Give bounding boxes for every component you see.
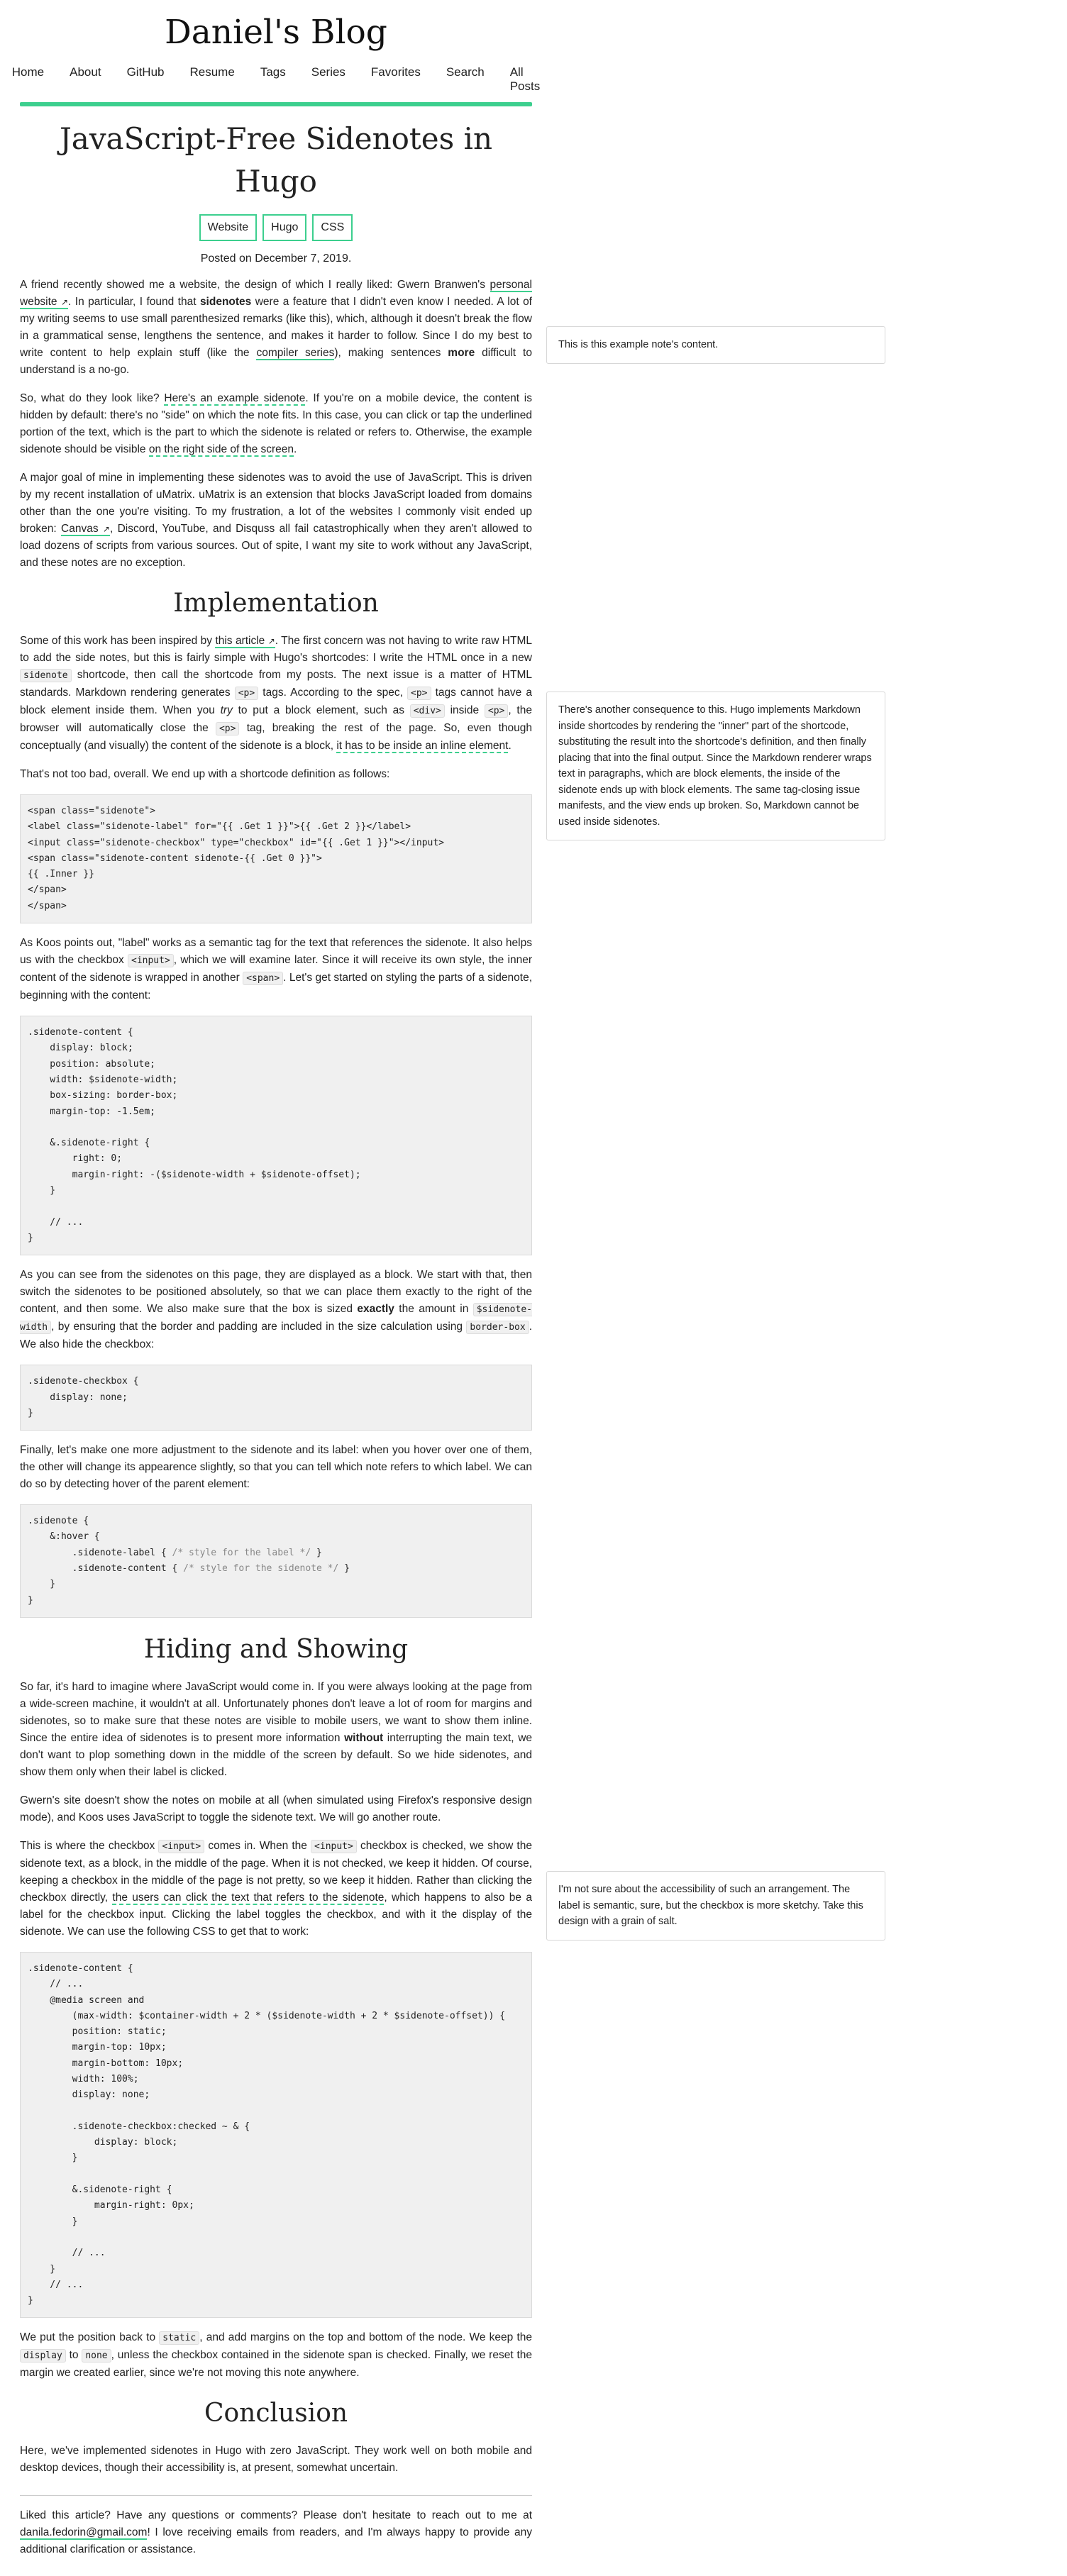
nav-home[interactable]: Home: [11, 65, 45, 79]
text: This is where the checkbox: [20, 1839, 159, 1852]
bold-text: sidenotes: [199, 296, 252, 308]
heading-conclusion: Conclusion: [204, 2399, 348, 2428]
code-comment: /* style for the sidenote */: [183, 1563, 339, 1575]
code-block-shortcode: <span class="sidenote"> <label class="sidenote-label" for="{{ .Get 1 }}">{{ .Get 2 }}</label> <input class="sidenote-checkbox" type="checkbox" id="{{ .Get 1 }}"></input> <span class="sidenote-content sidenote-{{ .Get 0 }}"> {{ .Inner }} </span> </span>: [20, 794, 532, 923]
text: . We also hide the checkbox:: [20, 1321, 532, 1351]
text: checkbox is checked, we show the sidenote text, as a block, in the middle of the page. When it is not checked, we keep it hidden. Of course, keeping a checkbox in the middle of the page is not pretty, so we keep it hidden. Rather than clicking the checkbox directly,: [20, 1839, 532, 1904]
text: , the browser will automatically close the: [20, 704, 532, 734]
sidenote-label-inline-element[interactable]: it has to be inside an inline element: [336, 740, 509, 752]
text: . The first concern was not having to write raw HTML to add the side notes, but this is fairly simple with Hugo's shortcodes: I write the HTML once in a new: [20, 635, 533, 664]
text: , which we will examine later. Since it will receive its own style, the inner content of the sidenote is wrapped in another: [20, 954, 532, 984]
emphasis: try: [220, 704, 233, 716]
inline-code: display: [20, 2349, 66, 2363]
text: interrupting the main text, we don't want to plop something down in the middle of the screen by default. So we hide sidenotes, and show them only when their label is clicked.: [20, 1731, 533, 1778]
bold-text: exactly: [357, 1303, 394, 1316]
text: Some of this work has been inspired by: [20, 635, 216, 647]
inline-code: <p>: [216, 722, 239, 735]
inline-code: <input>: [158, 1840, 204, 1853]
text: . If you're on a mobile device, the content is hidden by default: there's no "side" on which the note fits. In this case, you can click or tap the underlined portion of the text, which is the part to which the sidenote is related or refers to. Otherwise, the example sidenote should be visible: [20, 392, 533, 455]
external-link-icon: ↗: [102, 524, 110, 534]
paragraph-conclusion: Here, we've implemented sidenotes in Hugo with zero JavaScript. They work well on both mobile and desktop devices, though their accessibility is, at present, somewhat uncertain.: [20, 2445, 532, 2475]
code-comment: /* style for the label */: [172, 1547, 311, 1558]
text: .: [294, 443, 297, 455]
code-block-content-style: .sidenote-content { display: block; position: absolute; width: $sidenote-width; box-sizing: border-box; margin-top: -1.5em; &.sidenote-right { right: 0; margin-right: -($sidenote-width + $sidenote-offset); } // ... }: [20, 1016, 532, 1255]
nav-series[interactable]: Series: [311, 65, 345, 79]
nav-favorites[interactable]: Favorites: [370, 65, 421, 79]
text: .: [508, 740, 512, 752]
link-text[interactable]: this article: [215, 635, 265, 647]
post-title: JavaScript-Free Sidenotes in Hugo: [59, 121, 493, 199]
inline-code: <span>: [243, 972, 283, 985]
paragraph-checkbox: [20, 1838, 532, 1941]
paragraph-block: [20, 1267, 532, 1353]
text: So far, it's hard to imagine where JavaScript would come in. If you were always looking at the page from a wide-screen machine, it wouldn't at all. Unfortunately phones don't leave a lot of room for margins and sidenotes, so to make sure that these notes are visible to mobile users, we want to show them inline. Since the entire idea of sidenotes is to present more information: [20, 1680, 532, 1744]
site-nav: [11, 65, 541, 94]
sidenote-label-accessibility[interactable]: the users can click the text that refers to the sidenote: [112, 1891, 385, 1904]
text: As Koos points out, "label" works as a semantic tag for the text that references the sidenote. It also helps us with the checkbox: [20, 937, 532, 967]
inline-code: <p>: [407, 687, 431, 700]
sidenote-label-example[interactable]: Here's an example sidenote: [164, 392, 306, 404]
text: As you can see from the sidenotes on this page, they are displayed as a block. We start with that, then switch the sidenotes to be positioned absolutely, so that we can place them exactly to the right of the content, and then some. We also make sure that the box is sized: [20, 1269, 532, 1316]
text: tag, breaking the rest of the page. So, even though conceptually (and visually) the content of the sidenote is a block,: [20, 722, 532, 752]
paragraph-look: [20, 390, 532, 458]
sidenote-accessibility: I'm not sure about the accessibility of such an arrangement. The label is semantic, sure, but the checkbox is more sketchy. Take this design with a grain of salt.: [546, 1871, 885, 1941]
code-block-checkbox: .sidenote-checkbox { display: none; }: [20, 1365, 532, 1431]
code-block-hover: .sidenote { &:hover { .sidenote-label { /* style for the label */ } .sidenote-content { /* style for the sidenote */ } } }: [20, 1504, 532, 1618]
paragraph-static: [20, 2329, 532, 2382]
link-canvas[interactable]: [61, 523, 110, 536]
paragraph-shortcode: That's not too bad, overall. We end up with a shortcode definition as follows:: [20, 768, 390, 780]
text: to put a block element, such as: [232, 704, 410, 716]
nav-search[interactable]: Search: [446, 65, 485, 79]
link-text[interactable]: personal website: [20, 279, 532, 308]
nav-resume[interactable]: Resume: [189, 65, 235, 79]
link-compiler-series[interactable]: compiler series: [256, 347, 335, 359]
paragraph-gwern: Gwern's site doesn't show the notes on mobile at all (when simulated using Firefox's responsive design mode), and Koos uses JavaScript to toggle the sidenote text. We will go another route.: [20, 1794, 532, 1823]
nav-all-posts[interactable]: All Posts: [509, 65, 541, 93]
paragraph-javascript: [20, 1679, 532, 1781]
text: A friend recently showed me a website, the design of which I really liked: Gwern Branwen's: [20, 279, 490, 291]
code-block-media-query: .sidenote-content { // ... @media screen and (max-width: $container-width + 2 * ($sidenote-width + 2 * $sidenote-offset)) { position: static; margin-top: 10px; margin-bottom: 10px; width: 100%; display: none; .sidenote-checkbox:checked ~ & { display: block; } &.sidenote-right { margin-right: 0px; } // ... } // ... }: [20, 1952, 532, 2319]
text: , Discord, YouTube, and Disquss all fail catastrophically when they aren't allowed to load dozens of scripts from various sources. Out of spite, I want my site to work without any JavaScript, and these notes are no exception.: [20, 523, 532, 569]
text: to: [65, 2349, 82, 2362]
inline-code: <p>: [235, 687, 258, 700]
text: , unless the checkbox contained in the sidenote span is checked. Finally, we reset the margin we created earlier, since we're not moving this note anywhere.: [20, 2349, 532, 2380]
text: Liked this article? Have any questions or comments? Please don't hesitate to reach out to me at: [20, 2509, 532, 2522]
text: , which happens to also be a label for the checkbox input. Clicking the label toggles the checkbox, and with it the display of the sidenote. We can use the following CSS to get that to work:: [20, 1891, 532, 1938]
text: ! I love receiving emails from readers, and I'm always happy to provide any additional clarification or assistance.: [20, 2526, 532, 2556]
sidenote-markdown: There's another consequence to this. Hugo implements Markdown inside shortcodes by rendering the "inner" part of the shortcode, substituting the result into the shortcode's definition, and then finally placing that into the final output. Since the Markdown renderer wraps text in paragraphs, which are block elements, the inside of the sidenote ends up with block elements. The same tag-closing issue manifests, and the view ends up broken. So, Markdown cannot be used inside sidenotes.: [546, 692, 885, 840]
inline-code: static: [159, 2331, 199, 2345]
text: comes in. When the: [204, 1839, 311, 1852]
post-tags: [20, 214, 532, 241]
sidenote-example: This is this example note's content.: [546, 326, 885, 364]
external-link-icon: ↗: [267, 636, 275, 646]
text: shortcode, then call the shortcode from my posts. The next issue is a matter of HTML standards. Markdown rendering generates: [20, 669, 532, 699]
post-date: Posted on December 7, 2019.: [200, 252, 352, 265]
inline-code: $sidenote-width: [20, 1304, 532, 1333]
inline-code: <div>: [410, 704, 445, 718]
inline-code: <input>: [311, 1840, 357, 1853]
nav-github[interactable]: GitHub: [126, 65, 165, 79]
bold-text: without: [344, 1731, 384, 1744]
text: We put the position back to: [20, 2331, 160, 2344]
inline-code: border-box: [466, 1321, 529, 1334]
text: difficult to understand is a no-go.: [20, 347, 532, 376]
inline-code: <input>: [128, 954, 174, 967]
footer-divider: [20, 2495, 532, 2496]
text: ), making sentences: [334, 347, 448, 359]
paragraph-contact: [20, 2507, 532, 2558]
text: . In particular, I found that: [68, 296, 200, 308]
text: A major goal of mine in implementing these sidenotes was to avoid the use of JavaScript. This is driven by my recent installation of uMatrix. uMatrix is an extension that blocks JavaScript loaded from domains other than the one you're visiting. To my frustration, a lot of the websites I commonly visit ended up broken:: [20, 472, 532, 535]
text: , and add margins on the top and bottom of the node. We keep the: [199, 2331, 532, 2344]
header-divider: [20, 102, 532, 106]
tag-css[interactable]: CSS: [312, 214, 353, 241]
link-this-article[interactable]: [215, 635, 275, 648]
external-link-icon: ↗: [60, 297, 69, 307]
main-column: [11, 0, 541, 2558]
tag-hugo[interactable]: Hugo: [262, 214, 306, 241]
paragraph-goal: [20, 470, 532, 572]
bold-text: more: [448, 347, 475, 359]
paragraph-label: [20, 935, 532, 1004]
text: were a feature that I didn't even know I needed. A lot of my writing seems to use small parenthesized remarks (like this), which, although it doesn't break the flow in a grammatical sense, lengthens the sentence, and makes it harder to follow. Since I do my best to write content to help explain stuff (like the: [20, 296, 532, 359]
inline-code: none: [82, 2349, 111, 2363]
text: tags cannot have a block element inside them. When you: [20, 687, 532, 716]
text: . Let's get started on styling the parts of a sidenote, beginning with the content:: [20, 972, 533, 1002]
heading-implementation: Implementation: [173, 589, 379, 618]
email-link[interactable]: danila.fedorin@gmail.com: [20, 2526, 148, 2539]
link-text[interactable]: Canvas: [61, 523, 99, 535]
site-title[interactable]: Daniel's Blog: [165, 13, 387, 52]
nav-tags[interactable]: Tags: [260, 65, 286, 79]
inline-code: sidenote: [20, 669, 72, 682]
nav-about[interactable]: About: [70, 65, 101, 79]
inline-code: <p>: [485, 704, 508, 718]
sidenote-label-right-side[interactable]: on the right side of the screen: [148, 443, 294, 455]
heading-hiding-showing: Hiding and Showing: [143, 1634, 409, 1664]
tag-website[interactable]: Website: [199, 214, 258, 241]
text: the amount in: [394, 1303, 473, 1316]
paragraph-inspired: [20, 633, 532, 755]
paragraph-intro: [20, 277, 532, 379]
paragraph-hover: Finally, let's make one more adjustment to the sidenote and its label: when you hover over one of them, the other will change its appearence slightly, so that you can tell which note refers to which label. We can do so by detecting hover of the parent element:: [20, 1444, 532, 1491]
text: , by ensuring that the border and padding are included in the size calculation using: [51, 1321, 467, 1333]
text: So, what do they look like?: [20, 392, 165, 404]
text: inside: [444, 704, 485, 716]
text: tags. According to the spec,: [258, 687, 408, 699]
